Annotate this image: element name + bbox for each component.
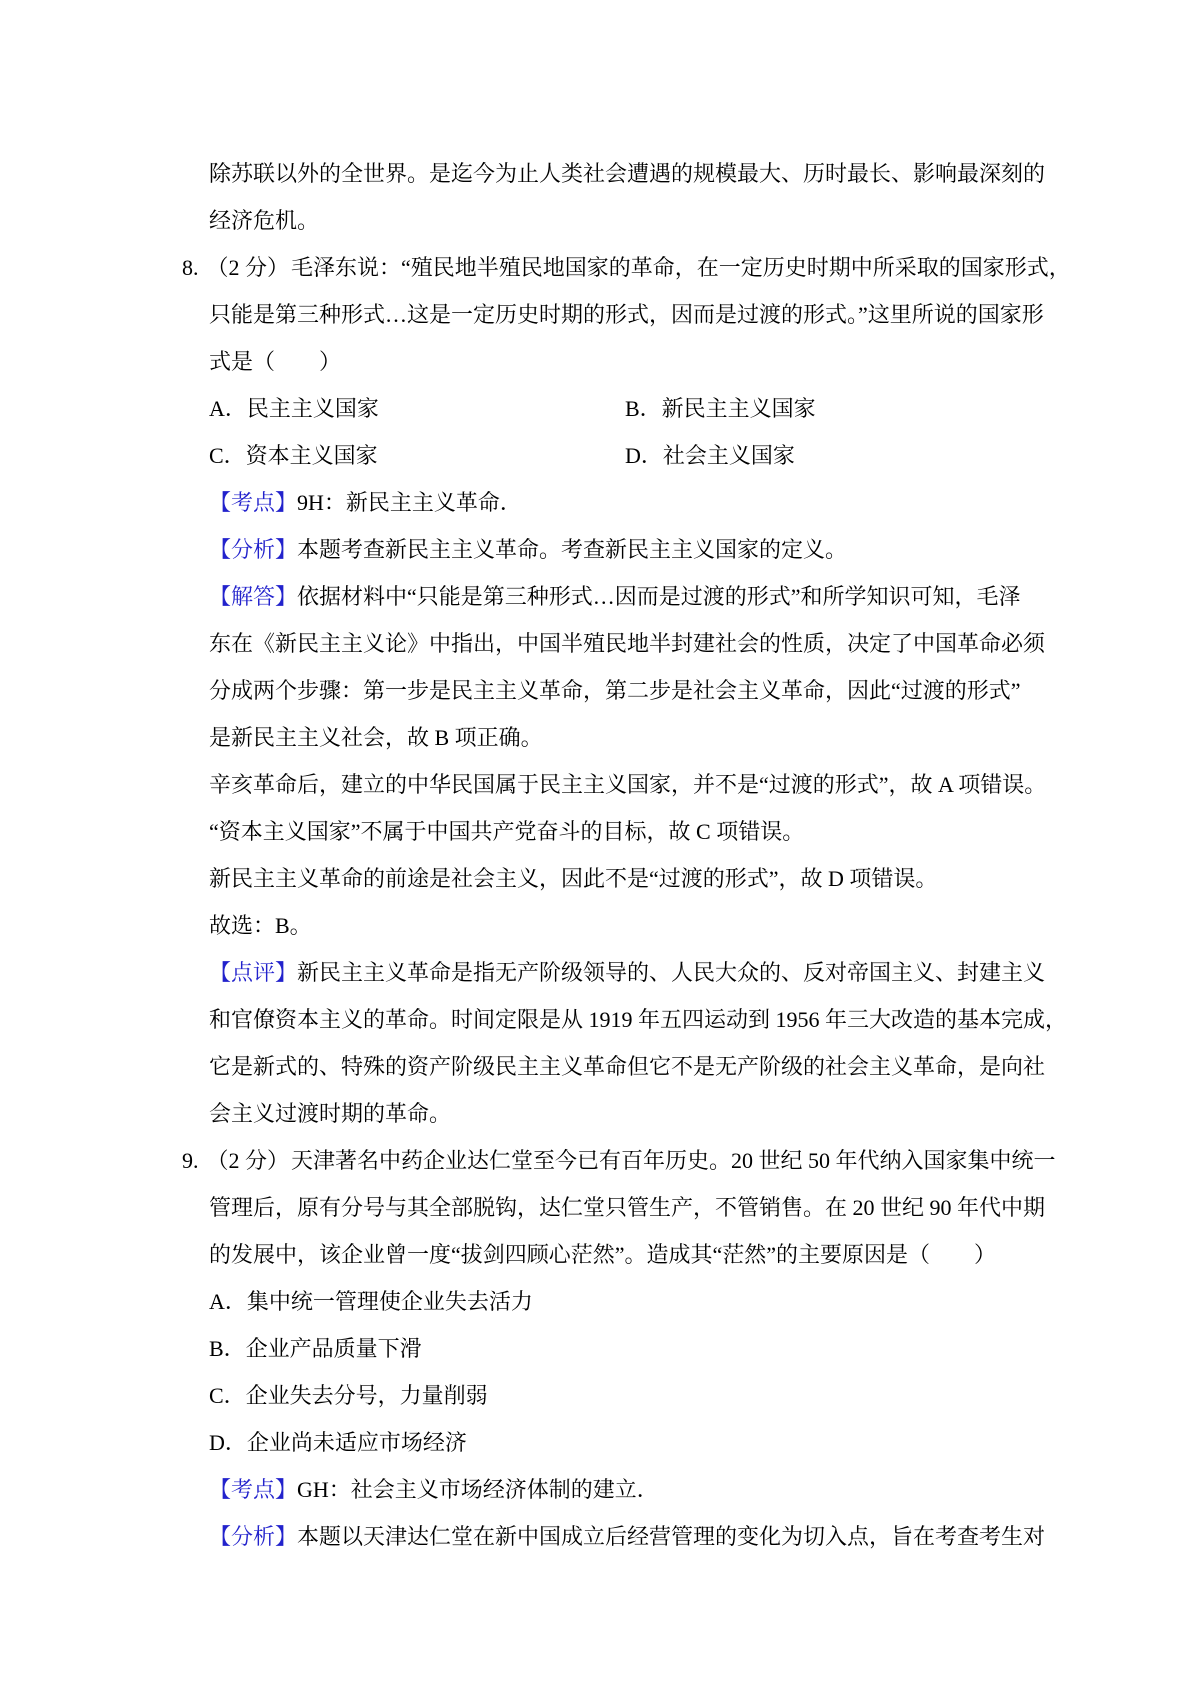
- question-8-option-d: D．社会主义国家: [625, 443, 795, 468]
- fenxi-label: 【分析】: [209, 537, 298, 562]
- jieda-text: “资本主义国家”不属于中国共产党奋斗的目标，故 C 项错误。: [209, 819, 805, 844]
- question-8-option-b: B．新民主主义国家: [625, 396, 816, 421]
- question-8-score: （2 分）: [206, 255, 290, 280]
- question-8-number: 8.: [182, 255, 199, 280]
- document-content: [182, 150, 1071, 1560]
- question-8-answer-line: [182, 902, 1050, 949]
- question-8-option-c: C．资本主义国家: [209, 443, 378, 468]
- question-8-jieda-line: [182, 855, 1050, 902]
- question-9-stem-text: 的发展中，该企业曾一度“拔剑四顾心茫然”。造成其“茫然”的主要原因是（ ）: [209, 1242, 997, 1267]
- dianping-text: 新民主主义革命是指无产阶级领导的、人民大众的、反对帝国主义、封建主义: [297, 960, 1046, 985]
- question-9-option-row: [182, 1325, 1050, 1372]
- kaodian-text: GH：社会主义市场经济体制的建立．: [297, 1477, 659, 1502]
- fenxi-text: 本题考查新民主主义革命。考查新民主主义国家的定义。: [297, 537, 848, 562]
- dianping-text: 它是新式的、特殊的资产阶级民主主义革命但它不是无产阶级的社会主义革命，是向社: [209, 1054, 1046, 1079]
- question-9-score: （2 分）: [206, 1148, 290, 1173]
- question-8-options-row-2: [182, 432, 1050, 479]
- prev-answer-text: 经济危机。: [209, 208, 320, 233]
- question-8-jieda-line: [182, 573, 1050, 620]
- question-8-stem-text: 式是（ ）: [209, 349, 342, 374]
- question-8-dianping-line: [182, 949, 1050, 996]
- question-8-dianping-line: [182, 1090, 1050, 1137]
- question-8-jieda-line: [182, 761, 1050, 808]
- kaodian-label: 【考点】: [209, 490, 298, 515]
- question-8-fenxi-line: [182, 526, 1050, 573]
- kaodian-text: 9H：新民主主义革命．: [297, 490, 522, 515]
- question-9-option-c: C．企业失去分号，力量削弱: [209, 1383, 488, 1408]
- question-8-jieda-line: [182, 714, 1050, 761]
- question-8-stem-line: [182, 291, 1050, 338]
- question-8-jieda-line: [182, 808, 1050, 855]
- prev-answer-line: [182, 197, 1050, 244]
- kaodian-label: 【考点】: [209, 1477, 298, 1502]
- fenxi-text: 本题以天津达仁堂在新中国成立后经营管理的变化为切入点，旨在考查考生对: [297, 1524, 1046, 1549]
- question-9-stem-line: [182, 1184, 1050, 1231]
- question-9-option-d: D．企业尚未适应市场经济: [209, 1430, 467, 1455]
- question-9-stem-line: [182, 1231, 1050, 1278]
- question-8-option-a: A．民主主义国家: [209, 396, 379, 421]
- jieda-text: 是新民主主义社会，故 B 项正确。: [209, 725, 543, 750]
- question-8-stem-text: 只能是第三种形式…这是一定历史时期的形式，因而是过渡的形式。”这里所说的国家形: [209, 302, 1044, 327]
- question-8-jieda-line: [182, 667, 1050, 714]
- dianping-text: 会主义过渡时期的革命。: [209, 1101, 452, 1126]
- question-8-dianping-line: [182, 996, 1068, 1043]
- question-8-stem-line: 毛泽东说：“殖民地半殖民地国家的革命，在一定历史时期中所采取的国家形式，: [291, 255, 1071, 280]
- question-9-fenxi-line: [182, 1513, 1050, 1560]
- question-9-kaodian-line: [182, 1466, 1050, 1513]
- question-9-stem-text: 管理后，原有分号与其全部脱钩，达仁堂只管生产，不管销售。在 20 世纪 90 年代中期: [209, 1195, 1046, 1220]
- question-9-option-b: B．企业产品质量下滑: [209, 1336, 422, 1361]
- jieda-text: 分成两个步骤：第一步是民主主义革命，第二步是社会主义革命，因此“过渡的形式”: [209, 678, 1021, 703]
- dianping-label: 【点评】: [209, 960, 298, 985]
- question-9-header: [182, 1137, 1056, 1184]
- dianping-text: 和官僚资本主义的革命。时间定限是从 1919 年五四运动到 1956 年三大改造的基本完成，: [209, 1007, 1068, 1032]
- fenxi-label: 【分析】: [209, 1524, 298, 1549]
- prev-answer-text: 除苏联以外的全世界。是迄今为止人类社会遭遇的规模最大、历时最长、影响最深刻的: [209, 161, 1046, 186]
- question-8-kaodian-line: [182, 479, 1050, 526]
- question-9-option-row: [182, 1419, 1050, 1466]
- jieda-text: 辛亥革命后，建立的中华民国属于民主主义国家，并不是“过渡的形式”，故 A 项错误。: [209, 772, 1047, 797]
- question-9-stem-line: 天津著名中药企业达仁堂至今已有百年历史。20 世纪 50 年代纳入国家集中统一: [291, 1148, 1056, 1173]
- jieda-text: 新民主主义革命的前途是社会主义，因此不是“过渡的形式”，故 D 项错误。: [209, 866, 938, 891]
- question-9-number: 9.: [182, 1148, 199, 1173]
- jieda-text: 故选：B。: [209, 913, 312, 938]
- question-9-option-row: [182, 1278, 1050, 1325]
- question-8-dianping-line: [182, 1043, 1050, 1090]
- jieda-label: 【解答】: [209, 584, 298, 609]
- question-8-options-row-1: [182, 385, 1050, 432]
- question-8-jieda-line: [182, 620, 1050, 667]
- jieda-text: 东在《新民主主义论》中指出，中国半殖民地半封建社会的性质，决定了中国革命必须: [209, 631, 1046, 656]
- question-9-option-a: A．集中统一管理使企业失去活力: [209, 1289, 533, 1314]
- jieda-text: 依据材料中“只能是第三种形式…因而是过渡的形式”和所学知识可知，毛泽: [297, 584, 1021, 609]
- question-8-stem-line: [182, 338, 1050, 385]
- question-9-option-row: [182, 1372, 1050, 1419]
- prev-answer-line: [182, 150, 1050, 197]
- question-8-header: [182, 244, 1071, 291]
